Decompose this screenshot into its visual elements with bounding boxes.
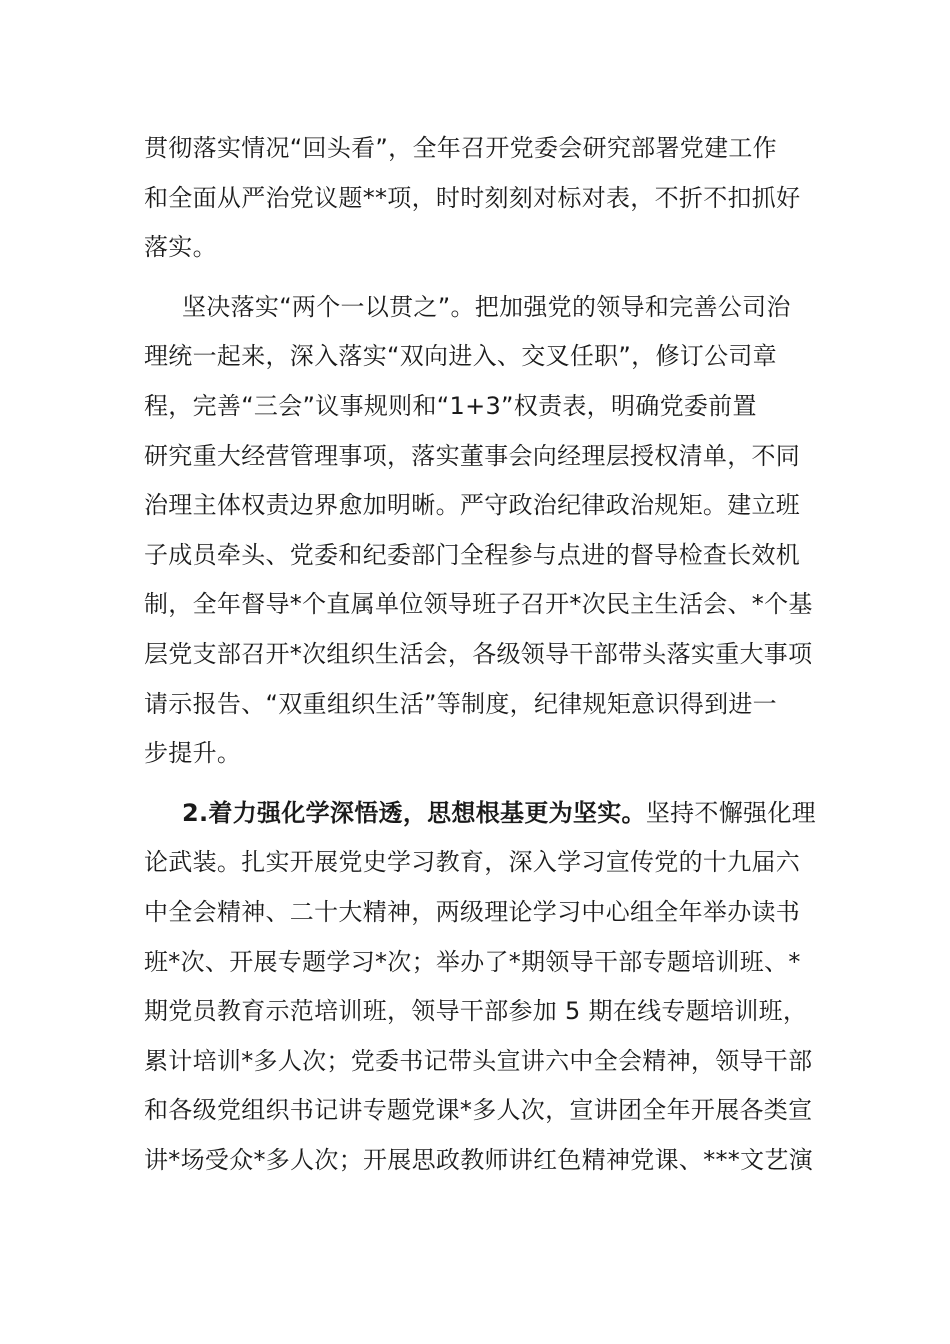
paragraph-2 [144, 283, 813, 779]
text-line: 贯彻落实情况“回头看”，全年召开党委会研究部署党建工作 [144, 134, 777, 162]
document-body [144, 124, 816, 1185]
text-line: 层党支部召开*次组织生活会，各级领导干部带头落实重大事项 [144, 639, 813, 668]
paragraph-1 [144, 124, 806, 273]
text-line: 中全会精神、二十大精神，两级理论学习中心组全年举办读书 [144, 897, 801, 926]
text-line: 论武装。扎实开展党史学习教育，深入学习宣传党的十九届六 [144, 848, 801, 877]
text-line: 落实。 [144, 233, 217, 262]
text-line: 期党员教育示范培训班，领导干部参加 5 期在线专题培训班， [144, 997, 808, 1026]
text-line: 坚决落实“两个一以贯之”。把加强党的领导和完善公司治 [182, 292, 791, 321]
text-line: 和各级党组织书记讲专题党课*多人次，宣讲团全年开展各类宣 [144, 1096, 813, 1125]
text-line: 请示报告、“双重组织生活”等制度，纪律规矩意识得到进一 [144, 689, 777, 718]
paragraph-spacer [144, 779, 806, 789]
text-line: 制，全年督导*个直属单位领导班子召开*次民主生活会、*个基 [144, 590, 813, 619]
text-line: 理统一起来，深入落实“双向进入、交叉任职”，修订公司章 [144, 342, 777, 371]
text-line: 讲*场受众*多人次；开展思政教师讲红色精神党课、***文艺演 [144, 1145, 813, 1174]
text-line: 子成员牵头、党委和纪委部门全程参与点进的督导检查长效机 [144, 540, 801, 569]
text-line: 累计培训*多人次；党委书记带头宣讲六中全会精神，领导干部 [144, 1046, 813, 1075]
text-line: 程，完善“三会”议事规则和“1+3”权责表，明确党委前置 [144, 391, 757, 420]
text-line: 步提升。 [144, 739, 242, 768]
text-line: 和全面从严治党议题**项，时时刻刻对标对表，不折不扣抓好 [144, 183, 801, 212]
text-line: 研究重大经营管理事项，落实董事会向经理层授权清单，不同 [144, 441, 801, 470]
text-line: 治理主体权责边界愈加明晰。严守政治纪律政治规矩。建立班 [144, 491, 801, 520]
section-heading: 2.着力强化学深悟透，思想根基更为坚实。 [182, 798, 646, 827]
text-line [144, 789, 816, 839]
paragraph-spacer [144, 273, 806, 283]
text-line: 班*次、开展专题学习*次；举办了*期领导干部专题培训班、* [144, 947, 801, 976]
heading-line-rest: 坚持不懈强化理 [645, 798, 816, 827]
paragraph-3 [144, 789, 816, 1186]
